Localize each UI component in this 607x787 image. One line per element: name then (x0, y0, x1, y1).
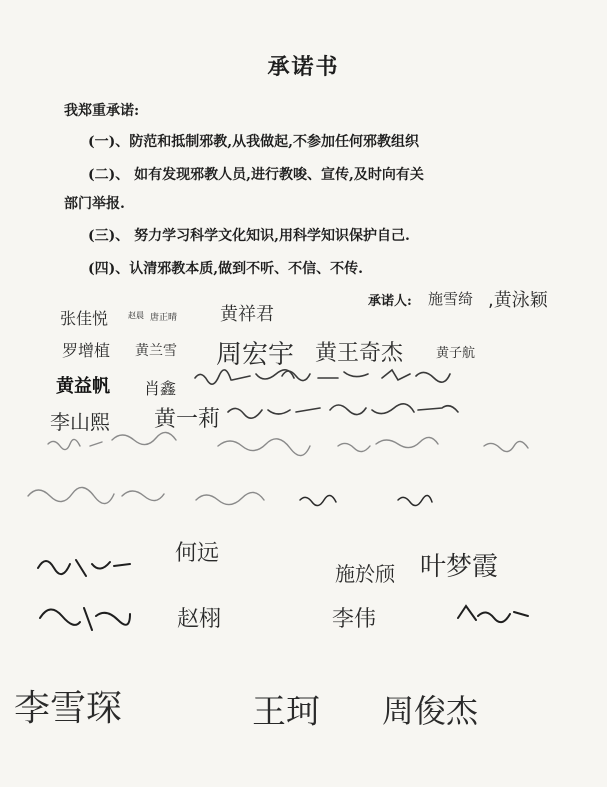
signature-scribble (382, 370, 450, 382)
clause-2: (二)、 如有发现邪教人员,进行教唆、宣传,及时向有关 (88, 167, 424, 183)
signature-scribble (40, 608, 130, 630)
signature-scribble (218, 439, 310, 456)
signature: 黄兰雪 (135, 343, 177, 359)
signature: 何远 (175, 541, 220, 566)
signature: 李伟 (332, 607, 377, 632)
intro-line: 我郑重承诺: (64, 103, 140, 119)
signature: 周宏宇 (216, 340, 295, 370)
signature-scribble (398, 495, 432, 505)
signature: 黄子航 (436, 346, 476, 361)
signature-scribble (122, 491, 164, 501)
signature: 唐正晴 (150, 313, 178, 323)
signature-scribble (196, 492, 264, 504)
signature-scribble (28, 487, 114, 503)
signature-scribble (38, 560, 130, 576)
signature: 李雪琛 (14, 688, 123, 729)
signature: 罗增植 (62, 341, 111, 360)
signature: 黄一莉 (154, 407, 221, 432)
signature: ,黄泳颖 (488, 290, 548, 311)
signature-scribble (228, 408, 320, 418)
promisor-label: 承诺人: (368, 294, 412, 309)
signature: 肖鑫 (144, 379, 177, 398)
signature: 施雪绮 (428, 290, 474, 308)
signature: 叶梦霞 (420, 552, 499, 582)
signature: 黄益帆 (56, 376, 110, 397)
signature: 李山熙 (50, 410, 110, 434)
signature-scribble (330, 404, 458, 415)
signature: 赵栩 (177, 607, 222, 632)
signature: 张佳悦 (60, 309, 109, 328)
clause-2-continued: 部门举报. (64, 196, 125, 212)
clause-1: (一)、防范和抵制邪教,从我做起,不参加任何邪教组织 (88, 134, 419, 150)
signature-scribble (484, 441, 528, 451)
document-title: 承诺书 (267, 54, 340, 80)
signature-scribble (300, 495, 336, 505)
signature: 王珂 (252, 692, 320, 732)
signature: 周俊杰 (382, 692, 479, 730)
clause-3: (三)、 努力学习科学文化知识,用科学知识保护自己. (88, 228, 410, 244)
signature: 赵晨 (128, 311, 144, 320)
signature-scribble (112, 432, 176, 444)
signature: 黄祥君 (220, 304, 274, 325)
signature-scribble (282, 371, 368, 381)
clause-4: (四)、认清邪教本质,做到不听、不信、不传. (88, 261, 363, 277)
signature: 黄王奇杰 (315, 341, 404, 366)
signature-scribble (195, 370, 294, 384)
signature-scribble (338, 437, 438, 451)
signature: 施於颀 (335, 562, 395, 586)
signature-scribble (48, 439, 102, 449)
signature-scribble (458, 606, 528, 622)
